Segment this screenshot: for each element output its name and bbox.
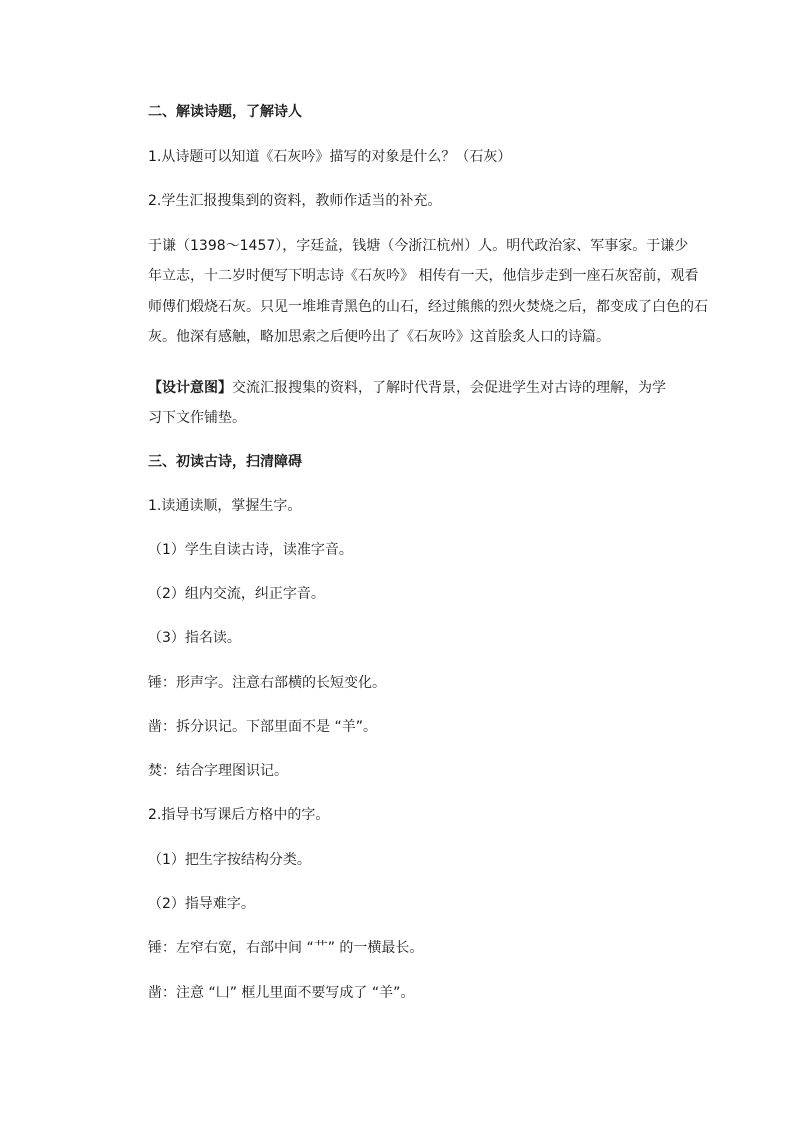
bio-line-2: 年立志，十二岁时便写下明志诗《石灰吟》 相传有一天，他信步走到一座石灰窑前，观看 <box>148 268 699 284</box>
design-intent-line-1 <box>148 378 666 398</box>
step-2-2: （2）指导难字。 <box>148 896 255 912</box>
char-note-zao: 凿：拆分识记。下部里面不是 “羊”。 <box>148 719 377 735</box>
bio-line-3: 师傅们煅烧石灰。只见一堆堆青黑色的山石，经过熊熊的烈火焚烧之后，都变成了白色的石 <box>148 299 708 315</box>
writing-note-chui: 锤：左窄右宽，右部中间 “艹” 的一横最长。 <box>148 940 424 956</box>
section-heading-3: 三、初读古诗，扫清障碍 <box>148 454 302 470</box>
writing-note-zao: 凿：注意 “凵” 框儿里面不要写成了 “羊”。 <box>148 985 415 1001</box>
step-1-3: （3）指名读。 <box>148 630 241 646</box>
char-note-fen: 焚：结合字理图识记。 <box>148 763 288 779</box>
design-intent-line-2: 习下文作铺垫。 <box>148 410 246 426</box>
section-heading-2: 二、解读诗题，了解诗人 <box>148 104 302 120</box>
char-note-chui: 锤：形声字。注意右部横的长短变化。 <box>148 675 386 691</box>
step-1-2: （2）组内交流，纠正字音。 <box>148 586 325 602</box>
step-2: 2.指导书写课后方格中的字。 <box>148 807 330 823</box>
step-1-1: （1）学生自读古诗，读准字音。 <box>148 542 353 558</box>
design-intent-label: 【设计意图】 <box>148 380 232 396</box>
paragraph-question-2: 2.学生汇报搜集到的资料，教师作适当的补充。 <box>148 193 442 209</box>
bio-line-4: 灰。他深有感触，略加思索之后便吟出了《石灰吟》这首脍炙人口的诗篇。 <box>148 329 610 345</box>
step-1: 1.读通读顺，掌握生字。 <box>148 498 302 514</box>
step-2-1: （1）把生字按结构分类。 <box>148 852 311 868</box>
bio-line-1: 于谦（1398～1457），字廷益，钱塘（今浙江杭州）人。明代政治家、军事家。于谦少 <box>148 238 689 254</box>
design-intent-text: 交流汇报搜集的资料，了解时代背景，会促进学生对古诗的理解，为学 <box>232 380 666 396</box>
paragraph-question-1: 1.从诗题可以知道《石灰吟》描写的对象是什么？（石灰） <box>148 149 512 165</box>
